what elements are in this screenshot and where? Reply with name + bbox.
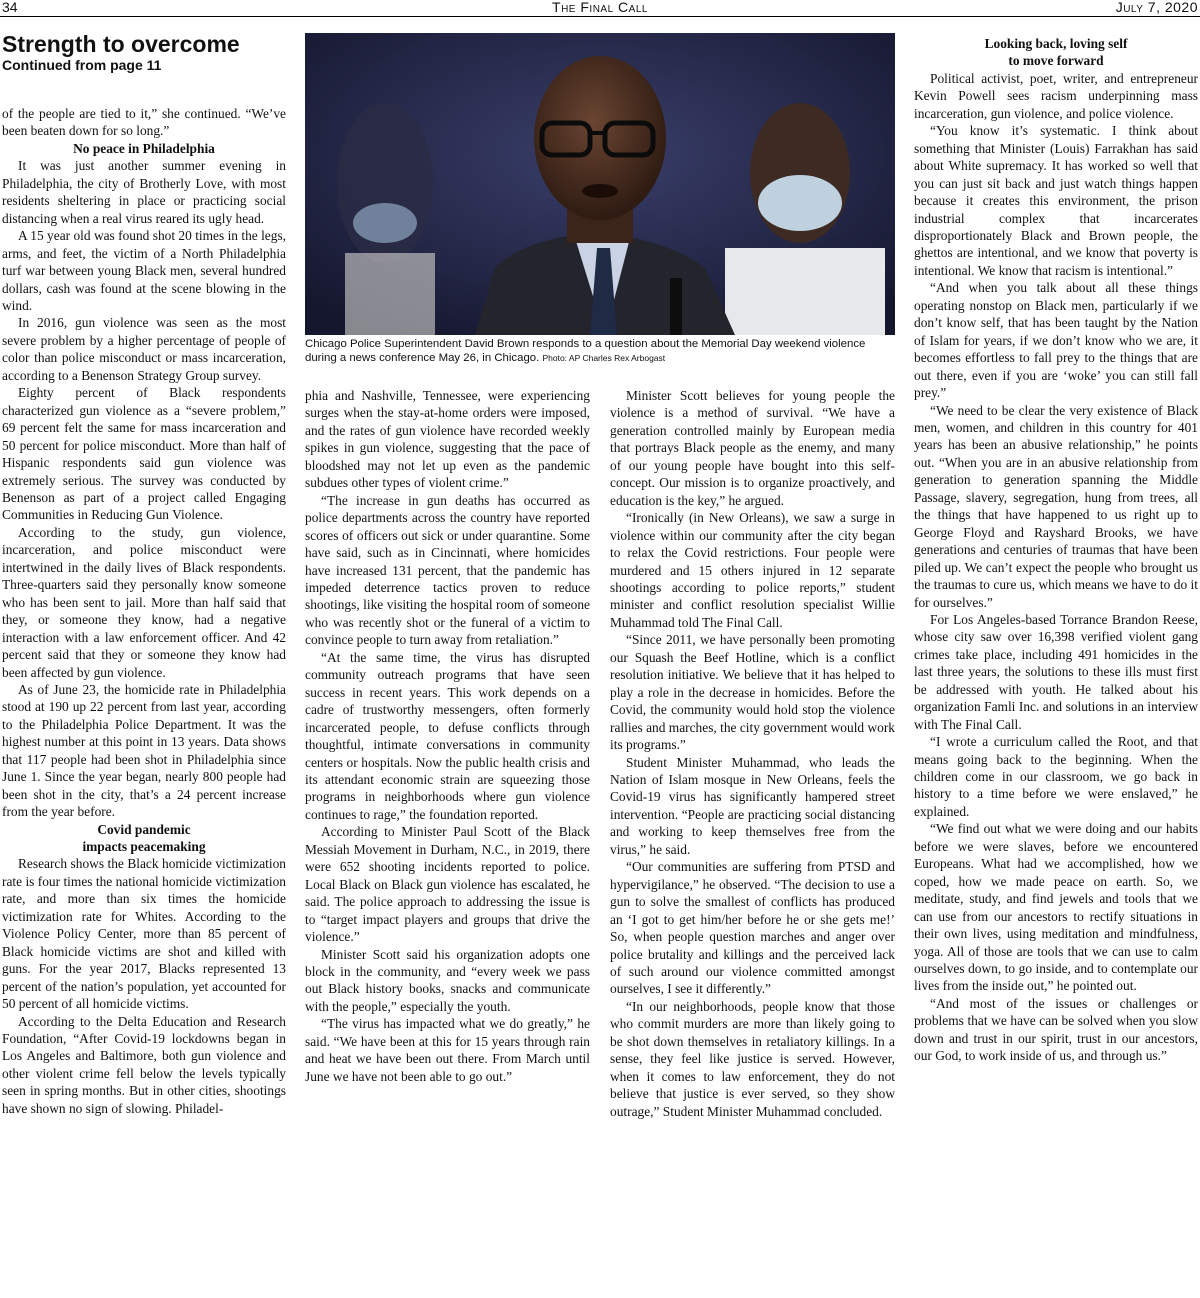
paragraph: “Since 2011, we have personally been promoting our Squash the Beef Hotline, which is a conflict resolution initiative. We believe that it has helped to play a role in the decrease in homicides. Before the Covid, the community would hold stop the violence rallies and marches, the city government would work its programs.” [610,632,895,753]
paragraph: According to the study, gun violence, incarceration, and police misconduct were intertwined in the daily lives of Black respondents. Three-quarters said they personally know someone who has been sent to jail. More than half said that they, or someone they know, had a negative interaction with a law enforcement officer. And 42 percent said that they or someone they know had been affected by gun violence. [2,524,286,680]
issue-date: July 7, 2020 [1115,0,1198,15]
paragraph: of the people are tied to it,” she continued. “We’ve been beaten down for so long.” [2,106,286,139]
continued-line: Continued from page 11 [2,57,162,73]
paragraph: “And most of the issues or challenges or problems that we have can be solved when you slow down and trust in our spirit, trust in our ancestors, our God, to work inside of us, and through us.” [914,995,1198,1064]
paragraph: “We find out what we were doing and our habits before we were slaves, before we encountered Europeans. What had we accomplished, how we coped, how we made peace on earth. So, we meditate, study, and find jewels and tools that we can use from our ancestors to rectify situations in their own lives, using meditation and mindfulness, yoga. All of those are tools that we can use to calm ourselves down, to go inside, and to contemplate our lives from the inside out,” he pointed out. [914,821,1198,994]
page-number: 34 [2,0,18,15]
paragraph: According to the Delta Education and Research Foundation, “After Covid-19 lockdowns began in Los Angeles and Baltimore, both gun violence and other violent crime fell below the levels typically seen in spring months. But in other cities, shootings have shown no sign of slowing. Philadel- [2,1013,286,1116]
paragraph: “Ironically (in New Orleans), we saw a surge in violence within our community after the city began to relax the Covid restrictions. Four people were murdered and 15 others injured in 12 separate shootings according to police reports,” student minister and conflict resolution specialist Willie Muhammad told The Final Call. [610,510,895,630]
paragraph: Eighty percent of Black respondents characterized gun violence as a “severe problem,” 69 percent felt the same for mass incarceration and 50 percent for police misconduct. More than half of Hispanic respondents said gun violence was extremely serious. The survey was conducted by Benenson as part of a project called Engaging Communities in Reducing Gun Violence. [2,385,286,523]
paragraph: “I wrote a curriculum called the Root, and that means going back to the beginning. When the children come in our classroom, we go back in history to a time before we were enslaved,” he explained. [914,734,1198,819]
paragraph: Minister Scott said his organization adopts one block in the community, and “every week we pass out Black history books, snacks and communicate with the people,” especially the youth. [305,946,590,1014]
page-header [0,0,1200,17]
paragraph: “The increase in gun deaths has occurred as police departments across the country have reported scores of officers out sick or under quarantine. Some have said, such as in Cincinnati, where homicides have increased 131 percent, that the pandemic has impeded deterrence tactics proven to reduce shootings, like visiting the hospital room of someone who was recently shot or the funeral of a victim to convince people to turn away from retaliation.” [305,492,590,648]
paragraph: “And when you talk about all these things operating nonstop on Black men, particularly if we don’t know self, that has been taught by the Nation of Islam for years, if we don’t know who we are, it becomes effortless to fall prey to the things that are out there, even if you are ‘woke’ you can still fall prey.” [914,280,1198,401]
article-column-3 [610,387,895,1297]
paragraph: “Our communities are suffering from PTSD and hypervigilance,” he observed. “The decision to use a gun to solve the smallest of conflicts has produced an ‘I got to get him/her before he or she gets me!’ So, when people question marches and anger over police brutality and killings and the perceived lack of such around our violence committed amongst ourselves, I see it differently.” [610,859,895,997]
caption-text: Chicago Police Superintendent David Brown responds to a question about the Memorial Day weekend violence during a news conference May 26, in Chicago. [305,338,866,364]
article-column-4 [914,35,1198,1297]
subheading: to move forward [1008,53,1104,69]
subheading: Looking back, loving self [984,36,1128,51]
paragraph: Research shows the Black homicide victimization rate is four times the national homicide victimization rate, and more than six times the homicide victimization rate for Whites. According to the Violence Policy Center, more than 85 percent of Black homicide victims are shot and killed with guns. For the year 2017, Blacks represented 13 percent of the nation’s population, yet accounted for 50 percent of all homicide victims. [2,856,286,1012]
paragraph: “At the same time, the virus has disrupted community outreach programs that have seen success in recent years. This work depends on a cadre of trustworthy messengers, often formerly incarcerated people, to defuse conflicts through thoughtful, intimate conversations in community centers or hospitals. Now the public health crisis and its attendant economic strain are squeezing those programs in neighborhoods where gun violence continues to rage,” the foundation reported. [305,649,590,822]
paragraph: It was just another summer evening in Philadelphia, the city of Brotherly Love, with most residents sheltering in place or practicing social distancing when a real virus reared its ugly head. [2,158,286,226]
paragraph: According to Minister Paul Scott of the Black Messiah Movement in Durham, N.C., in 2019, there were 652 shooting incidents reported to police. Local Black on Black gun violence has escalated, he said. The police approach to addressing the issue is to “target impact players and groups that drive the violence.” [305,824,590,945]
paragraph: “You know it’s systematic. I think about something that Minister (Louis) Farrakhan has said about White supremacy. It has worked so well that you can just sit back and just watch things happen because it creates this environment, the prison industrial complex that incarcerates disproportionately Black and Brown people, the ghettos are intentional, and we know that poverty is intentional. We know that racism is intentional.” [914,123,1198,278]
photo-illustration [305,33,895,335]
paragraph: Political activist, poet, writer, and entrepreneur Kevin Powell sees racism underpinning mass incarceration, gun violence, and police violence. [914,70,1198,121]
publication-name: The Final Call [552,0,648,15]
paragraph: “The virus has impacted what we do greatly,” he said. “We have been at this for 15 years through rain and heat we have been out there. From March until June we have not been able to go out.” [305,1016,590,1084]
article-column-1 [2,105,286,1297]
paragraph: “In our neighborhoods, people know that those who commit murders are more than likely going to be shot down themselves in retaliatory killings. In a sense, they feel like justice is served. However, when it comes to law enforcement, they do not believe that justice is ever served, so they show outrage,” Student Minister Muhammad concluded. [610,998,895,1119]
paragraph: As of June 23, the homicide rate in Philadelphia stood at 190 up 22 percent from last year, according to the Philadelphia Police Department. It was the highest number at this point in 13 years. Data shows that 117 people had been shot in Philadelphia since June 1. Since the year began, nearly 800 people had been shot in the city, that’s a 24 percent increase from the year before. [2,681,286,820]
subheading: Covid pandemic [97,821,191,837]
paragraph: phia and Nashville, Tennessee, were experiencing surges when the stay-at-home orders were imposed, and the rates of gun violence have recorded weekly spikes in gun violence, suggesting that the pace of bloodshed may not let up even as the pandemic subdues other types of violent crime.” [305,388,590,491]
news-photo [305,33,895,335]
paragraph: In 2016, gun violence was seen as the most severe problem by a higher percentage of people of color than police misconduct or mass incarceration, according to a Benenson Strategy Group survey. [2,315,286,383]
photo-credit: Photo: AP Charles Rex Arbogast [542,353,666,363]
article-column-2 [305,387,590,1297]
paragraph: Student Minister Muhammad, who leads the Nation of Islam mosque in New Orleans, feels the Covid-19 virus has significantly hampered street intervention. “People are practicing social distancing and working to keep themselves free from the virus,” he said. [610,754,895,857]
headline: Strength to overcome [2,31,240,57]
subheading: No peace in Philadelphia [73,140,215,156]
subheading: impacts peacemaking [82,839,206,855]
photo-caption [305,337,897,365]
paragraph: For Los Angeles-based Torrance Brandon Reese, whose city saw over 16,398 verified violent gang crimes take place, including 491 homicides in the last three years, the solutions to these ills must first be addressed with youth. He talked about his organization Famli Inc. and solutions in an interview with The Final Call. [914,611,1198,732]
paragraph: A 15 year old was found shot 20 times in the legs, arms, and feet, the victim of a North Philadelphia turf war between young Black men, several hundred dollars, cash was found at the scene blowing in the wind. [2,228,286,313]
paragraph: “We need to be clear the very existence of Black men, women, and children in this country for 401 years has been an abusive relationship,” he points out. “When you are in an abusive relationship from generation to generation spanning the Middle Passage, slavery, segregation, hung from trees, all the things that have happened to us right up to George Floyd and Rayshard Brooks, we have generations and centuries of traumas that have been piled up. We can’t expect the people who brought us the traumas to cure us, which means we have to do it for ourselves.” [914,402,1198,610]
paragraph: Minister Scott believes for young people the violence is a method of survival. “We have a generation controlled mainly by European media that portrays Black people as the enemy, and many of our young people have bought into this self-concept. Our mission is to organize proactively, and education is the key,” he argued. [610,388,895,508]
